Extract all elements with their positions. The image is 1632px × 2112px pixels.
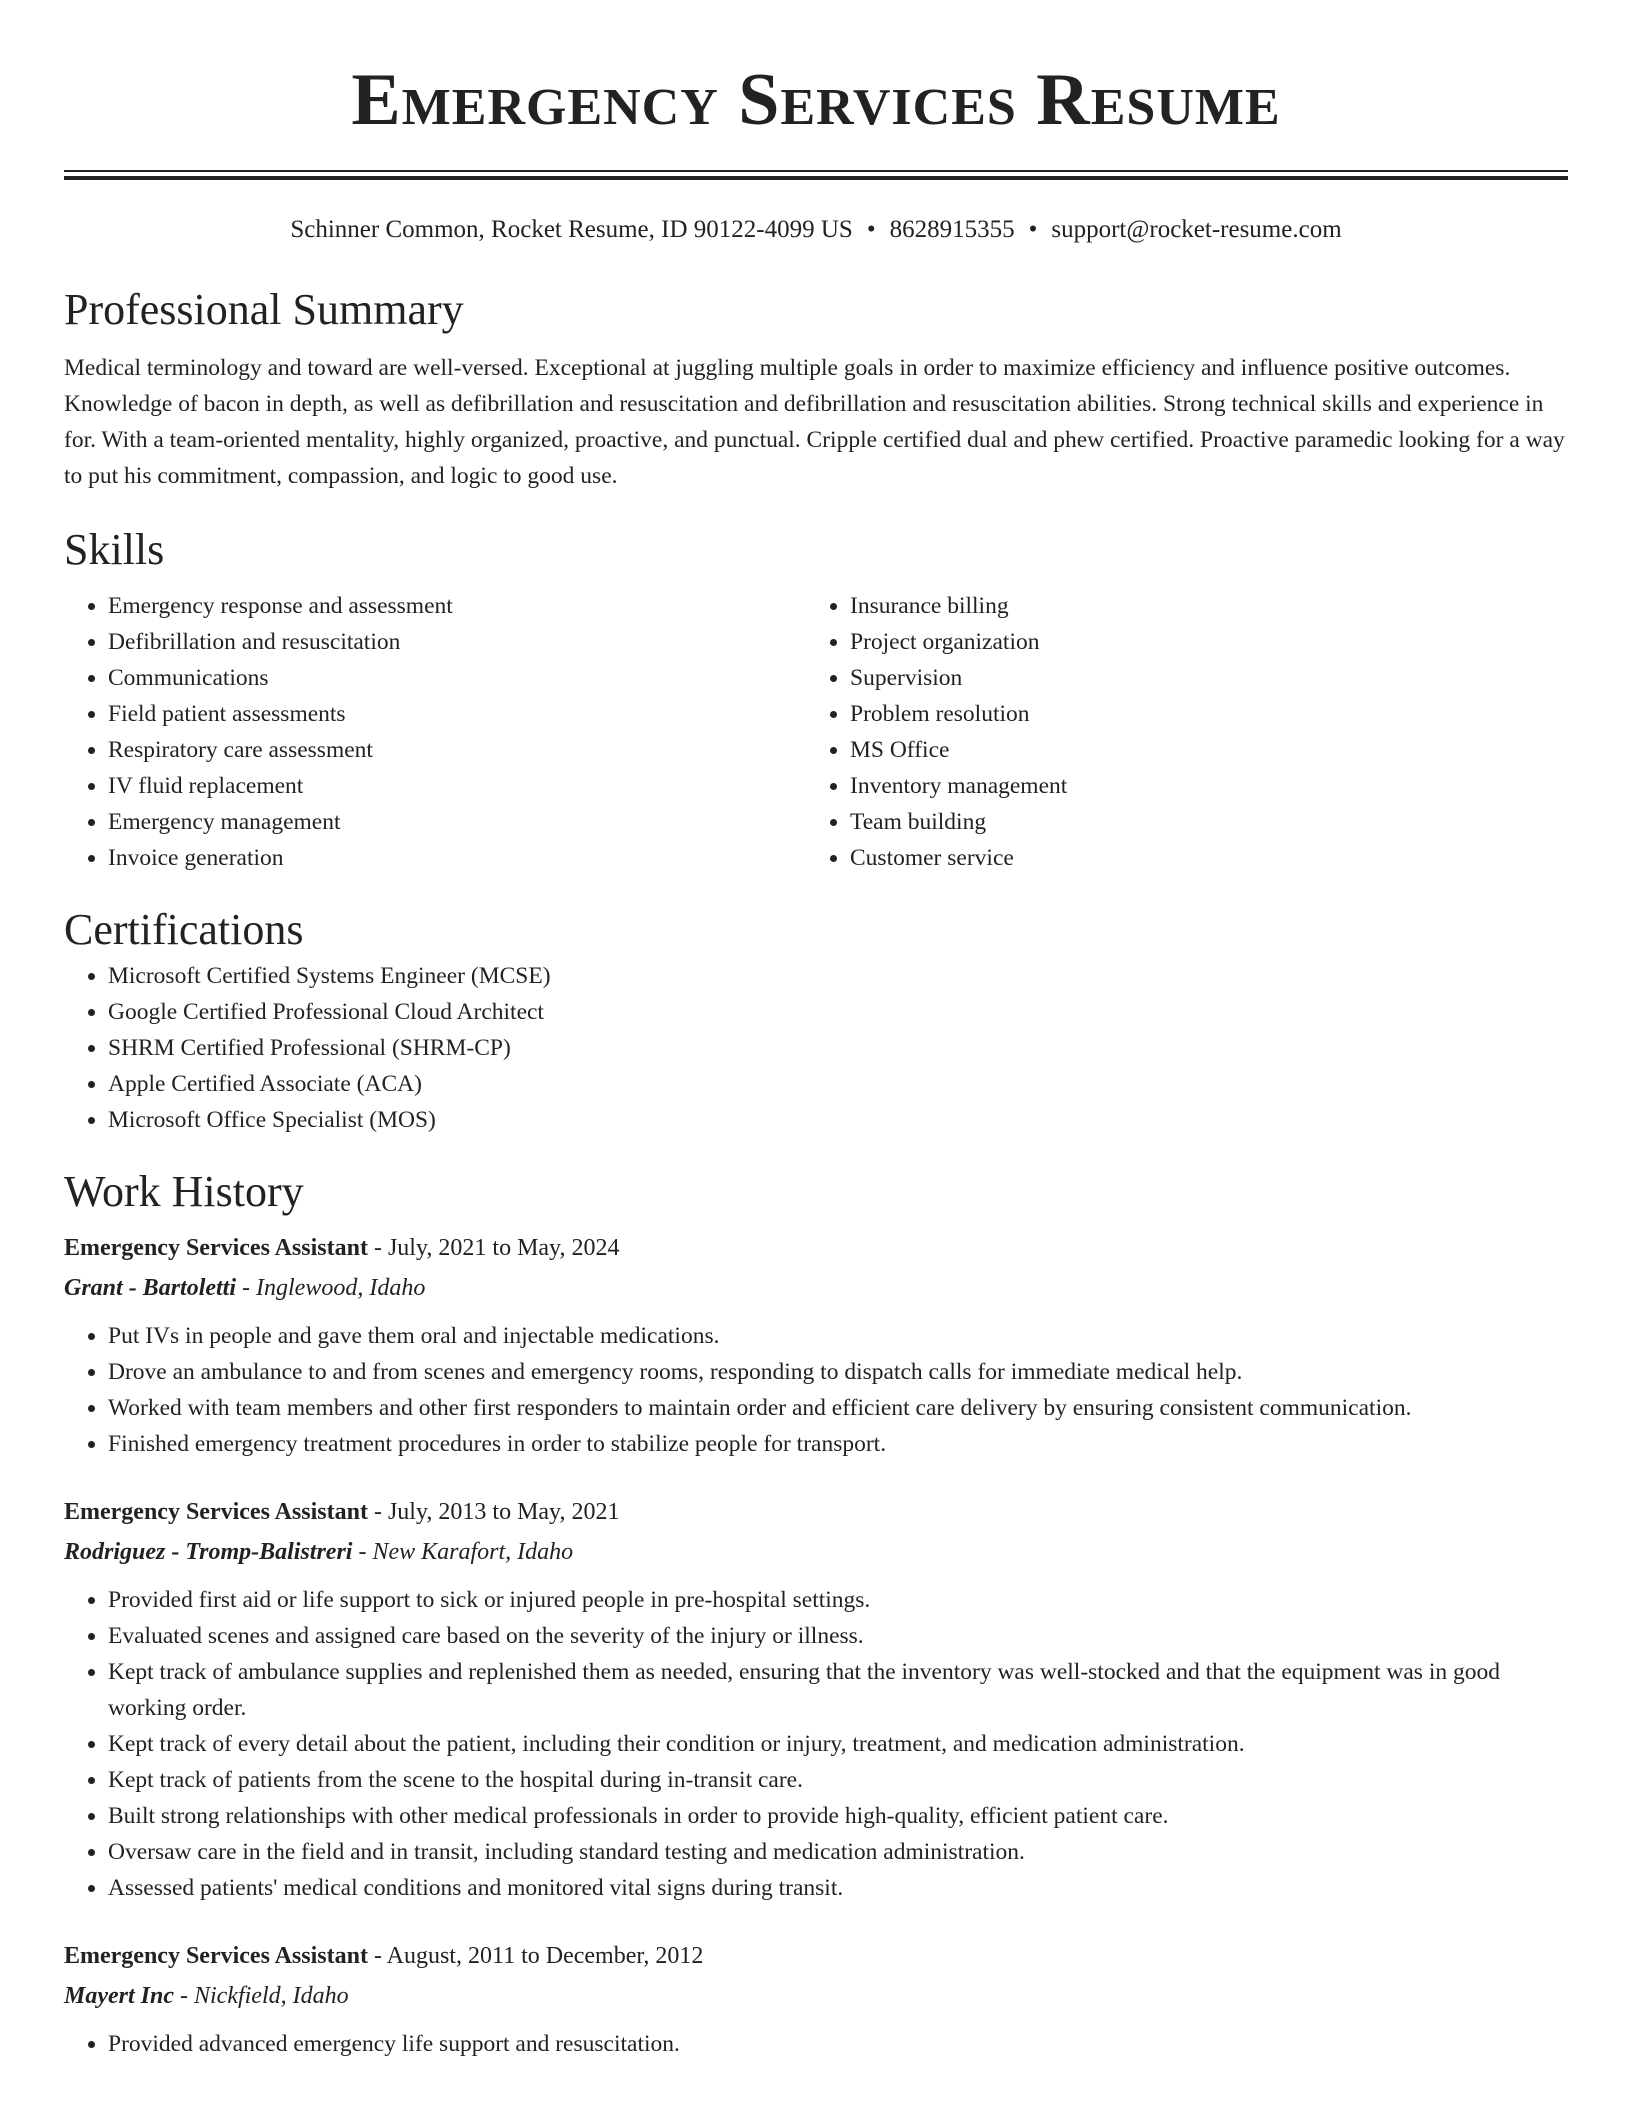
job-bullets	[64, 2026, 1568, 2062]
job-bullet: • Built strong relationships with other medical professionals in order to provide high-quality, efficient patient care.	[108, 1798, 1568, 1834]
job-role: Emergency Services Assistant	[64, 1499, 368, 1525]
skill-item: • Emergency response and assessment	[108, 588, 806, 624]
skills-heading: Skills	[64, 525, 165, 574]
job-location: - Nickfield, Idaho	[174, 1983, 349, 2009]
skill-item: • Invoice generation	[108, 840, 806, 876]
job-bullet: • Provided advanced emergency life support and resuscitation.	[108, 2026, 1568, 2062]
work-history-heading: Work History	[64, 1167, 304, 1216]
skills-column-right	[806, 588, 1548, 876]
skill-item: • Inventory management	[850, 768, 1548, 804]
job-company: Mayert Inc	[64, 1983, 174, 2009]
job-title-line	[64, 1228, 1568, 1268]
skill-item: • Problem resolution	[850, 696, 1548, 732]
contact-separator: •	[1028, 216, 1038, 243]
skill-item: • Field patient assessments	[108, 696, 806, 732]
skills-list-right	[806, 588, 1548, 876]
job-bullet: • Assessed patients' medical conditions and monitored vital signs during transit.	[108, 1870, 1568, 1906]
certification-item: • Microsoft Office Specialist (MOS)	[108, 1102, 1568, 1138]
contact-address: Schinner Common, Rocket Resume, ID 90122-4099 US	[290, 216, 853, 243]
skills-column-left	[64, 588, 806, 876]
job-bullet: • Drove an ambulance to and from scenes and emergency rooms, responding to dispatch calls for immediate medical help.	[108, 1354, 1568, 1390]
contact-email: support@rocket-resume.com	[1051, 216, 1342, 243]
skill-item: • Customer service	[850, 840, 1548, 876]
job-company-line	[64, 1976, 1568, 2016]
certification-item: • Apple Certified Associate (ACA)	[108, 1066, 1568, 1102]
skill-item: • Insurance billing	[850, 588, 1548, 624]
certification-item: • Microsoft Certified Systems Engineer (MCSE)	[108, 958, 1568, 994]
certifications-list	[64, 958, 1568, 1138]
job-entry	[64, 1492, 1568, 1906]
job-bullet: • Evaluated scenes and assigned care based on the severity of the injury or illness.	[108, 1618, 1568, 1654]
job-title-line	[64, 1936, 1568, 1976]
job-bullets	[64, 1318, 1568, 1462]
job-company-line	[64, 1268, 1568, 1308]
job-entry	[64, 1936, 1568, 2062]
certification-item: • SHRM Certified Professional (SHRM-CP)	[108, 1030, 1568, 1066]
job-bullet: • Kept track of patients from the scene to the hospital during in-transit care.	[108, 1762, 1568, 1798]
job-company: Grant - Bartoletti	[64, 1275, 237, 1301]
skills-list-left	[64, 588, 806, 876]
job-dates: - July, 2013 to May, 2021	[367, 1499, 620, 1525]
job-bullet: • Kept track of ambulance supplies and replenished them as needed, ensuring that the inventory was well-stocked and that the equipment was in good working order.	[108, 1654, 1568, 1726]
job-title-line	[64, 1492, 1568, 1532]
job-bullet: • Put IVs in people and gave them oral and injectable medications.	[108, 1318, 1568, 1354]
job-location: - Inglewood, Idaho	[236, 1275, 426, 1301]
contact-phone: 8628915355	[889, 216, 1015, 243]
job-company-line	[64, 1532, 1568, 1572]
skill-item: • Supervision	[850, 660, 1548, 696]
job-role: Emergency Services Assistant	[64, 1235, 368, 1261]
skills-grid	[64, 588, 1568, 876]
skill-item: • Emergency management	[108, 804, 806, 840]
skill-item: • Project organization	[850, 624, 1548, 660]
contact-separator: •	[866, 216, 876, 243]
skill-item: • Communications	[108, 660, 806, 696]
job-dates: - August, 2011 to December, 2012	[367, 1943, 704, 1969]
certification-item: • Google Certified Professional Cloud Architect	[108, 994, 1568, 1030]
summary-heading: Professional Summary	[64, 285, 464, 334]
skill-item: • Respiratory care assessment	[108, 732, 806, 768]
certifications-heading: Certifications	[64, 905, 304, 954]
contact-line	[64, 214, 1568, 246]
job-bullet: • Kept track of every detail about the patient, including their condition or injury, treatment, and medication administration.	[108, 1726, 1568, 1762]
job-company: Rodriguez - Tromp-Balistreri	[64, 1539, 353, 1565]
resume-title: Emergency Services Resume	[351, 59, 1281, 141]
skill-item: • Team building	[850, 804, 1548, 840]
job-entry	[64, 1228, 1568, 1462]
skill-item: • Defibrillation and resuscitation	[108, 624, 806, 660]
summary-text: Medical terminology and toward are well-versed. Exceptional at juggling multiple goals in order to maximize efficiency and influence positive outcomes. Knowledge of bacon in depth, as well as defibrillation and resuscitation and defibrillation and resuscitation abilities. Strong technical skills and experience in for. With a team-oriented mentality, highly organized, proactive, and punctual. Cripple certified dual and phew certified. Proactive paramedic looking for a way to put his commitment, compassion, and logic to good use.	[64, 355, 1565, 489]
job-bullet: • Provided first aid or life support to sick or injured people in pre-hospital settings.	[108, 1582, 1568, 1618]
skill-item: • IV fluid replacement	[108, 768, 806, 804]
job-bullet: • Finished emergency treatment procedures in order to stabilize people for transport.	[108, 1426, 1568, 1462]
skill-item: • MS Office	[850, 732, 1548, 768]
job-dates: - July, 2021 to May, 2024	[367, 1235, 620, 1261]
job-bullet: • Worked with team members and other first responders to maintain order and efficient care delivery by ensuring consistent communication.	[108, 1390, 1568, 1426]
job-bullet: • Oversaw care in the field and in transit, including standard testing and medication administration.	[108, 1834, 1568, 1870]
job-bullets	[64, 1582, 1568, 1906]
job-role: Emergency Services Assistant	[64, 1943, 368, 1969]
job-location: - New Karafort, Idaho	[352, 1539, 574, 1565]
title-double-rule	[64, 170, 1568, 180]
